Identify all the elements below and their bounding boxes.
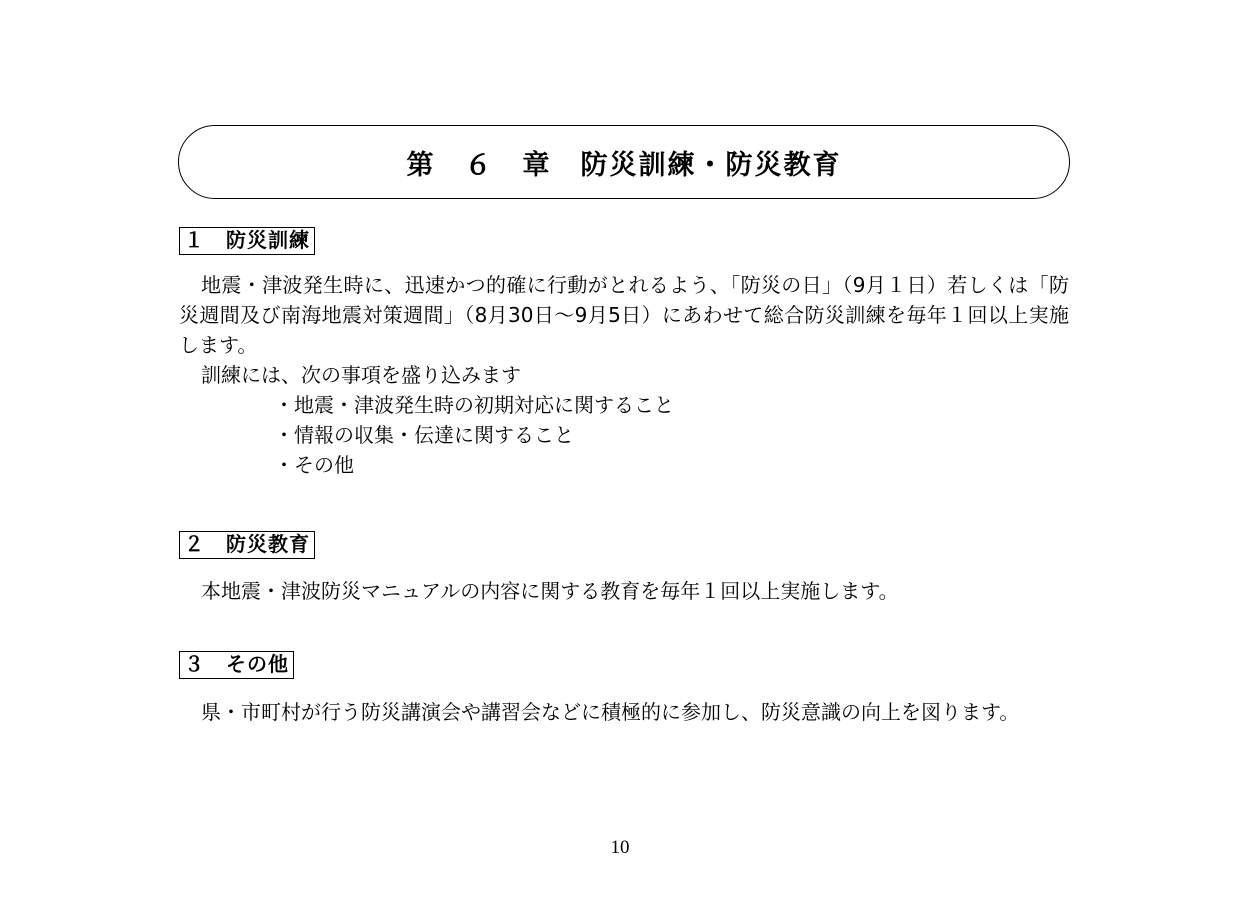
training-paragraph: 地震・津波発生時に、迅速かつ的確に行動がとれるよう、「防災の日」（9月１日）若しくは「防災週間及び南海地震対策週間」（8月30日～9月5日）にあわせて総合防災訓練を毎年１回以上実施します。 [179,273,1069,357]
training-intro: 訓練には、次の事項を盛り込みます [201,363,521,387]
section-body-other [179,697,1069,727]
section-heading-other: ３ その他 [179,651,294,679]
training-bullet-list [179,390,1069,480]
list-item: ・地震・津波発生時の初期対応に関すること [274,393,674,417]
section-heading-education: ２ 防災教育 [179,531,315,559]
chapter-title-box [178,125,1070,199]
other-paragraph: 県・市町村が行う防災講演会や講習会などに積極的に参加し、防災意識の向上を図ります。 [201,700,1020,724]
list-item: ・その他 [274,453,354,477]
page-number: 10 [610,837,630,858]
section-body-education [179,576,1069,606]
education-paragraph: 本地震・津波防災マニュアルの内容に関する教育を毎年１回以上実施します。 [201,579,899,603]
list-item: ・情報の収集・伝達に関すること [274,423,574,447]
section-body-training [179,270,1069,480]
chapter-title: 第 ６ 章 防災訓練・防災教育 [406,149,842,181]
section-heading-training: １ 防災訓練 [179,227,315,255]
